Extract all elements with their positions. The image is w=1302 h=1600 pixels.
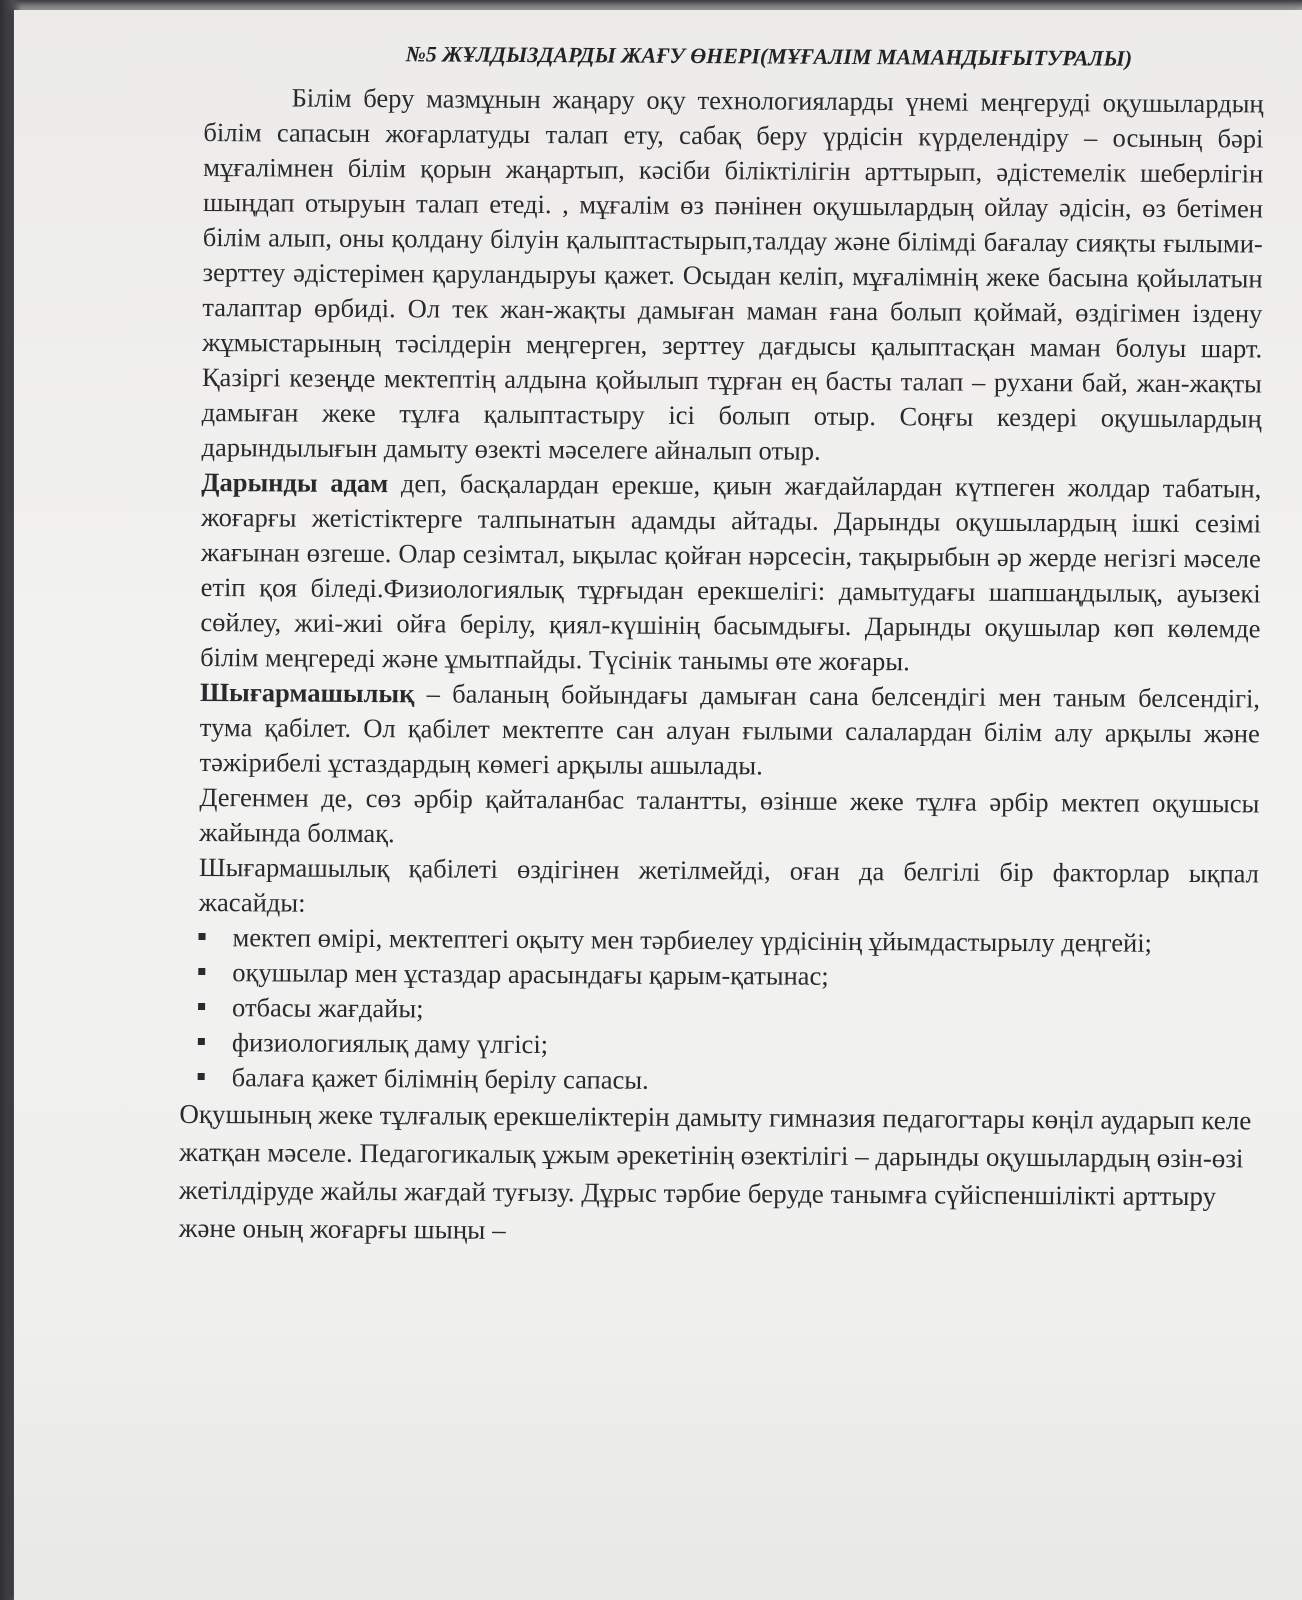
bullet-icon bbox=[198, 1038, 205, 1045]
paragraph-intro: Білім беру мазмұнын жаңару оқу технологияларды үнемі меңгеруді оқушылардың білім сапасын жоғарлатуды талап ету, сабақ беру үрдісін күрделендіру – осының бәрі мұғалімнен білім қорын жаңартып, кәсіби біліктілігін арттырып, әдістемелік шеберлігін шыңдап отыруын талап етеді. , мұғалім өз пәнінен оқушылардың ойлау әдісін, өз бетімен білім алып, оны қолдану білуін қалыптастырып,талдау және білімді бағалау сияқты ғылыми-зерттеу әдістерімен қаруландыруы қажет. Осыдан келіп, мұғалімнің жеке басына қойылатын талаптар өрбиді. Ол тек жан-жақты дамыған маман ғана болып қоймай, өздігімен іздену жұмыстарының тәсілдерін меңгерген, зерттеу дағдысы қалыптасқан маман болуы шарт. Қазіргі кезеңде мектептің алдына қойылып тұрған ең басты талап – рухани бай, жан-жақты дамыған жеке тұлға қалыптастыру ісі болып отыр. Соңғы кездері оқушылардың дарындылығын дамыту өзекті мәселеге айналып отыр. bbox=[201, 82, 1264, 466]
bullet-icon bbox=[199, 933, 206, 940]
final-section bbox=[179, 1095, 1260, 1254]
paragraph-talent: Дегенмен де, сөз әрбір қайталанбас талантты, өзінше жеке тұлға әрбір мектеп оқушысы жайында болмақ. bbox=[199, 781, 1260, 849]
term-gifted-person: Дарынды адам bbox=[201, 466, 389, 499]
paragraph-gifted bbox=[200, 465, 1261, 681]
bullet-icon bbox=[198, 968, 205, 975]
list-item-text: физиологиялық даму үлгісі; bbox=[231, 1027, 549, 1060]
paragraph-final: Оқушының жеке тұлғалық ерекшеліктерін дамыту гимназия педагогтары көңіл аударып келе жатқан мәселе. Педагогикалық ұжым әрекетінің өзектілігі – дарынды оқушылардың өзін-өзі жетілдіруде жайлы жағдай туғызу. Дұрыс тәрбие беруде танымға сүйіспеншілікті арттыру және оның жоғарғы шыңы – bbox=[178, 1098, 1252, 1245]
document-title: №5 ЖҰЛДЫЗДАРДЫ ЖАҒУ ӨНЕРІ(МҰҒАЛІМ МАМАНДЫҒЫТУРАЛЫ) bbox=[405, 41, 1133, 71]
list-item-text: отбасы жағдайы; bbox=[232, 992, 424, 1024]
bullet-icon bbox=[198, 1003, 205, 1010]
factors-list bbox=[198, 920, 1259, 1101]
paragraph-creativity bbox=[199, 675, 1260, 786]
document-body bbox=[178, 40, 1264, 1253]
gifted-definition: деп, басқалардан ерекше, қиын жағдайлардан күтпеген жолдар табатын, жоғарғы жетістіктерге талпынатын адамды айтады. Дарынды оқушылардың ішкі сезімі жағынан өзгеше. Олар сезімтал, ықылас қойған нәрсесін, тақырыбын әр жерде негізгі мәселе етіп қоя біледі.Физиологиялық тұрғыдан ерекшелігі: дамытудағы шапшаңдылық, ауызекі сөйлеу, жиі-жиі ойға берілу, қиял-күшінің басымдығы. Дарынды оқушылар көп көлемде білім меңгереді және ұмытпайды. Түсінік танымы өте жоғары. bbox=[200, 468, 1262, 677]
list-item-text: мектеп өмірі, мектептегі оқыту мен тәрбиелеу үрдісінің ұйымдастырылу деңгейі; bbox=[232, 922, 1153, 958]
creativity-definition: – баланың бойындағы дамыған сана белсендігі мен таным белсендігі, тума қабілет. Ол қабілет мектепте сан алуан ғылыми салалардан білім алу арқылы және тәжірибелі ұстаздардың көмегі арқылы ашылады. bbox=[199, 678, 1261, 781]
term-creativity: Шығармашылық bbox=[199, 676, 415, 709]
paragraph-factors-intro: Шығармашылық қабілеті өздігінен жетілмейді, оған да белгілі бір факторлар ықпал жасайды: bbox=[198, 851, 1260, 918]
bullet-icon bbox=[198, 1073, 205, 1080]
paper-sheet bbox=[14, 10, 1302, 1600]
list-item bbox=[198, 1060, 1258, 1101]
list-item-text: оқушылар мен ұстаздар арасындағы қарым-қатынас; bbox=[232, 957, 829, 991]
list-item-text: балаға қажет білімнің берілу сапасы. bbox=[231, 1062, 649, 1095]
